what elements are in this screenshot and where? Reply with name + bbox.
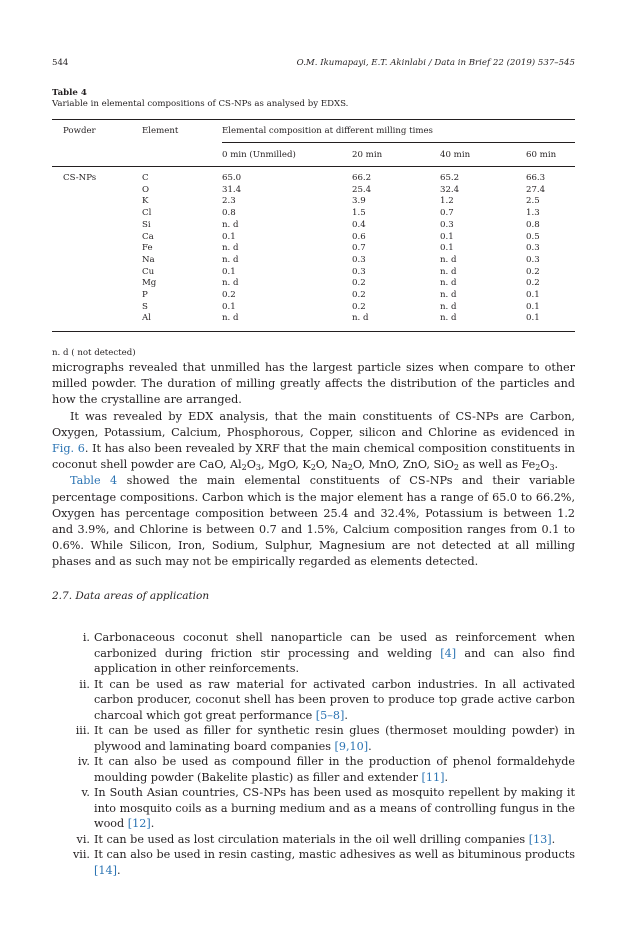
value-cell: 65.0: [222, 173, 242, 183]
value-cell: 66.3: [526, 173, 546, 183]
element-cell: S: [142, 301, 148, 312]
value-cell: 0.3: [352, 254, 366, 265]
value-cell: n. d: [440, 266, 457, 277]
value-cell: 0.3: [352, 266, 366, 277]
value-cell: 2.5: [526, 196, 540, 207]
table-bottom-rule: [52, 331, 575, 332]
reference-link[interactable]: [11]: [421, 770, 445, 784]
value-cell: 0.1: [222, 231, 236, 242]
powder-cell: CS-NPs: [63, 173, 97, 183]
page-number: 544: [52, 58, 69, 68]
list-text: It can be used as filler for synthetic resin glues (thermoset moulding powder) in plywood and laminating board companies [9,10].: [94, 724, 575, 753]
value-cell: 2.3: [222, 196, 236, 207]
element-cell: Cl: [142, 208, 152, 219]
list-item: [52, 847, 575, 878]
paragraph: Table 4 showed the main elemental constituents of CS-NPs and their variable percentage compositions. Carbon which is the major element has a range of 65.0 to 66.2%, Oxygen has percentage composition between 25.4 and 32.4%, Potassium is between 1.2 and 3.9%, and Chlorine is between 0.7 and 1.5%, Calcium composition ranges from 0.1 to 0.6%. While Silicon, Iron, Sodium, Sulphur, Magnesium are not detected at all milling phases and as such may not be empirically regarded as elements detected.: [52, 474, 576, 569]
value-cell: 0.1: [526, 290, 540, 301]
element-cell: Ca: [142, 231, 154, 242]
table-caption-text: Variable in elemental compositions of CS-NPs as analysed by EDXS.: [52, 99, 349, 109]
value-column: [222, 173, 241, 325]
header-time: 0 min (Unmilled): [222, 150, 296, 160]
reference-link[interactable]: [9,10]: [334, 739, 369, 753]
value-cell: 0.7: [440, 208, 454, 219]
header-time: 20 min: [352, 150, 383, 160]
table-caption: [52, 88, 348, 110]
value-cell: 0.2: [352, 301, 366, 312]
value-cell: 0.2: [352, 290, 366, 301]
value-cell: 0.3: [440, 219, 454, 230]
value-cell: 0.4: [352, 219, 366, 230]
list-number: vii.: [72, 848, 90, 861]
value-cell: n. d: [440, 254, 457, 265]
list-number: ii.: [79, 677, 90, 691]
list-number: v.: [81, 786, 90, 799]
value-cell: 65.2: [440, 173, 460, 183]
element-cell: Cu: [142, 266, 155, 277]
value-cell: n. d: [222, 278, 239, 289]
table-link[interactable]: Table 4: [70, 474, 118, 488]
list-item: [52, 630, 575, 677]
value-cell: n. d: [440, 301, 457, 312]
list-number: iv.: [77, 755, 90, 768]
value-column: [440, 173, 459, 325]
value-cell: 1.3: [526, 208, 540, 219]
value-cell: 0.5: [526, 231, 540, 242]
list-number: iii.: [75, 724, 90, 737]
list-item: [52, 785, 575, 832]
element-cell: K: [142, 196, 149, 207]
table-label: Table 4: [52, 88, 87, 98]
element-cell: Mg: [142, 278, 157, 289]
value-cell: 0.1: [526, 313, 540, 324]
value-cell: 32.4: [440, 184, 460, 195]
value-cell: 1.2: [440, 196, 454, 207]
list-number: vi.: [76, 832, 90, 846]
header-time: 40 min: [440, 150, 471, 160]
reference-link[interactable]: [4]: [440, 646, 457, 660]
element-cell: Al: [142, 313, 151, 324]
list-text: It can also be used in resin casting, mastic adhesives as well as bituminous products [14].: [94, 848, 575, 877]
value-cell: 0.2: [526, 278, 540, 289]
element-cell: O: [142, 184, 150, 195]
application-list: [52, 630, 575, 878]
value-column: [352, 173, 371, 325]
body-text: [52, 360, 575, 571]
paragraph: It was revealed by EDX analysis, that the main constituents of CS-NPs are Carbon, Oxygen, Potassium, Calcium, Phosphorous, Copper, silicon and Chlorine as evidenced in Fig. 6. It has also been revealed by XRF that the main chemical composition constituents in coconut shell powder are CaO, $Al_2O_3$, MgO, $K_2O$, $Na_2O$, MnO, ZnO, SiO$_2$ as well as $Fe_2O_3$.: [52, 409, 576, 473]
value-cell: n. d: [440, 290, 457, 301]
header-group: Elemental composition at different milling times: [222, 126, 433, 136]
value-cell: 0.3: [526, 243, 540, 254]
element-cell: Fe: [142, 243, 153, 254]
list-item: [52, 832, 575, 848]
value-cell: n. d: [440, 313, 457, 324]
reference-link[interactable]: [14]: [94, 863, 117, 877]
value-cell: n. d: [222, 313, 239, 324]
value-cell: 0.8: [222, 208, 236, 219]
section-heading: 2.7. Data areas of application: [52, 590, 210, 602]
element-cell: Na: [142, 254, 155, 265]
list-text: It can be used as raw material for activated carbon industries. In all activated carbon producer, coconut shell has been proven to produce top grade active carbon charcoal which got great performance [5–8].: [94, 677, 575, 722]
value-cell: n. d: [222, 254, 239, 265]
element-cell: Si: [142, 219, 151, 230]
table-header-rule: [52, 166, 575, 167]
value-cell: 66.2: [352, 173, 372, 183]
header-element: Element: [142, 126, 179, 136]
running-header: [52, 58, 575, 72]
running-title: O.M. Ikumapayi, E.T. Akinlabi / Data in Brief 22 (2019) 537–545: [296, 58, 575, 68]
value-cell: 31.4: [222, 184, 242, 195]
figure-link[interactable]: Fig. 6: [52, 442, 85, 456]
list-item: [52, 754, 575, 785]
value-cell: 0.6: [352, 231, 366, 242]
value-cell: n. d: [440, 278, 457, 289]
value-cell: 0.1: [222, 266, 236, 277]
value-cell: n. d: [222, 243, 239, 254]
list-text: In South Asian countries, CS-NPs has been used as mosquito repellent by making it into mosquito coils as a burning medium and as a means of controlling fungus in the wood [12].: [94, 786, 575, 830]
header-time: 60 min: [526, 150, 557, 160]
value-cell: 0.2: [222, 290, 236, 301]
header-powder: Powder: [63, 126, 96, 136]
value-cell: n. d: [352, 313, 369, 324]
reference-link[interactable]: [5–8]: [315, 708, 345, 722]
element-cell: C: [142, 173, 149, 183]
list-text: It can also be used as compound filler in the production of phenol formaldehyde moulding powder (Bakelite plastic) as filler and extender [11].: [94, 755, 575, 784]
element-cell: P: [142, 290, 148, 301]
table-group-rule: [222, 142, 575, 143]
list-number: i.: [82, 631, 90, 644]
value-column: [526, 173, 545, 325]
value-cell: n. d: [222, 219, 239, 230]
value-cell: 25.4: [352, 184, 372, 195]
value-cell: 0.2: [352, 278, 366, 289]
list-item: [52, 723, 575, 754]
value-cell: 1.5: [352, 208, 366, 219]
value-cell: 0.2: [526, 266, 540, 277]
value-cell: 0.1: [222, 301, 236, 312]
value-cell: 0.1: [526, 301, 540, 312]
value-cell: 0.3: [526, 254, 540, 265]
table-top-rule: [52, 119, 575, 120]
value-cell: 27.4: [526, 184, 546, 195]
reference-link[interactable]: [12]: [127, 817, 151, 830]
element-column: [142, 173, 156, 325]
list-item: [52, 677, 575, 724]
value-cell: 0.8: [526, 219, 540, 230]
value-cell: 0.1: [440, 231, 454, 242]
paragraph: micrographs revealed that unmilled has the largest particle sizes when compare to other milled powder. The duration of milling greatly affects the distribution of the particles and how the crystalline are arranged.: [52, 361, 575, 407]
reference-link[interactable]: [13]: [528, 832, 552, 846]
list-text: It can be used as lost circulation materials in the oil well drilling companies [13].: [94, 832, 556, 846]
table-footnote: n. d ( not detected): [52, 348, 136, 358]
value-cell: 0.1: [440, 243, 454, 254]
list-text: Carbonaceous coconut shell nanoparticle can be used as reinforcement when carbonized during friction stir processing and welding [4] and can also find application in other reinforcements.: [94, 631, 575, 675]
value-cell: 3.9: [352, 196, 366, 207]
value-cell: 0.7: [352, 243, 366, 254]
